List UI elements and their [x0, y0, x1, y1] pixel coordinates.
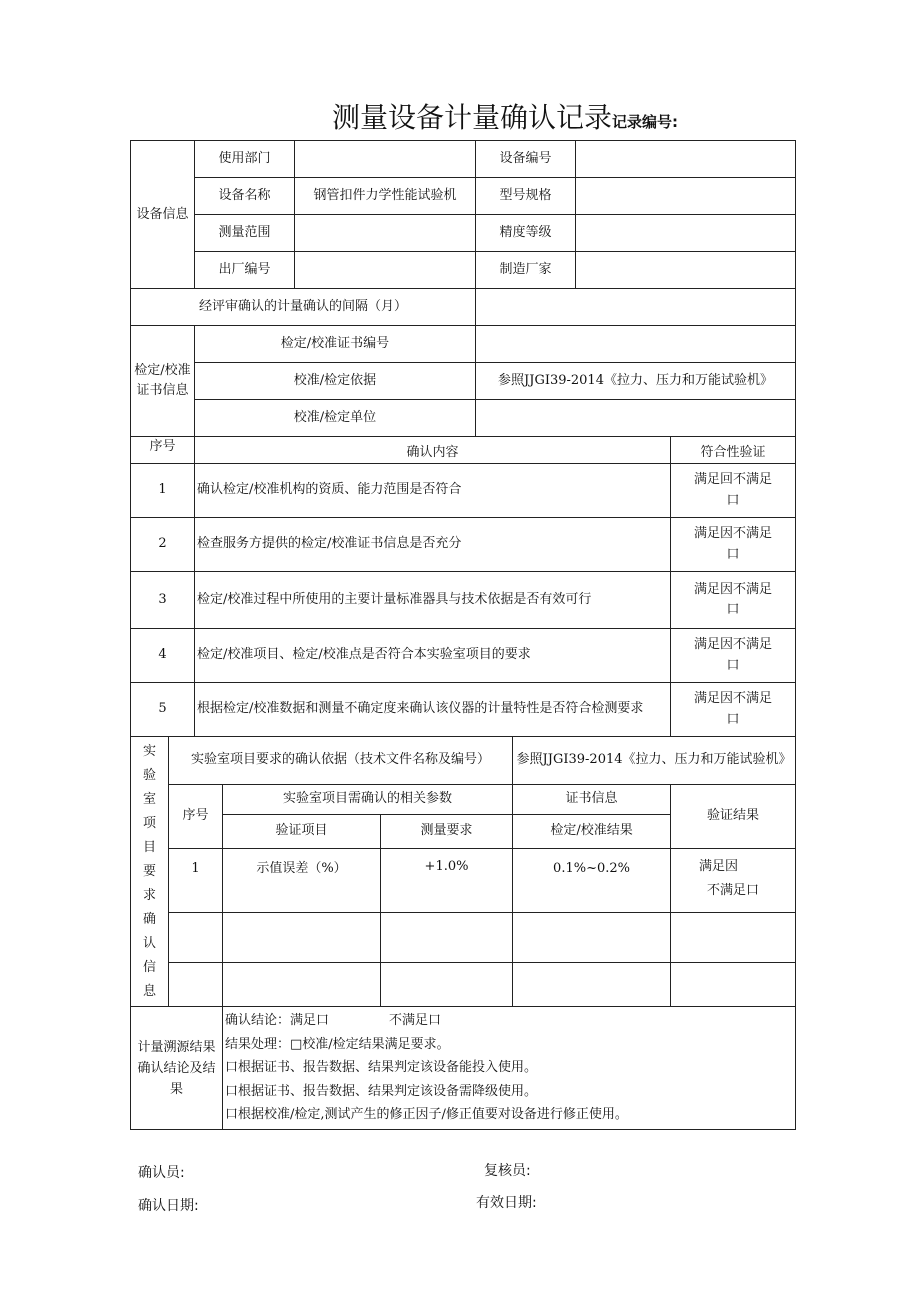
confirm-item-no: 3 [131, 572, 195, 629]
cert-label: 校准/检定单位 [195, 400, 476, 437]
cert-section-label: 检定/校准证书信息 [131, 326, 195, 437]
cert-value: 参照JJGI39-2014《拉力、压力和万能试验机》 [476, 363, 796, 400]
conclusion-content [223, 1007, 796, 1130]
confirm-item-content: 根据检定/校准数据和测量不确定度来确认该仪器的计量特性是否符合检测要求 [195, 683, 671, 737]
device-value[interactable]: 钢管扣件力学性能试验机 [295, 178, 476, 215]
cert-label: 检定/校准证书编号 [195, 326, 476, 363]
confirm-item-check[interactable]: 满足因不满足 口 [671, 518, 796, 572]
confirm-item-content: 检定/校准项目、检定/校准点是否符合本实验室项目的要求 [195, 629, 671, 683]
lab-sub-item: 验证项目 [223, 815, 381, 849]
lab-sub-cert: 检定/校准结果 [513, 815, 671, 849]
lab-row-item: 示值误差（%） [223, 849, 381, 913]
confirm-item-no: 1 [131, 464, 195, 518]
device-label: 出厂编号 [195, 252, 295, 289]
interval-value[interactable] [476, 289, 796, 326]
device-label: 精度等级 [476, 215, 576, 252]
confirm-table [130, 436, 796, 737]
confirm-item [131, 629, 796, 683]
lab-empty-cell[interactable] [671, 963, 796, 1007]
device-label: 设备编号 [476, 141, 576, 178]
confirm-date-label: 确认日期: [138, 1198, 199, 1214]
confirm-item-content: 检查服务方提供的检定/校准证书信息是否充分 [195, 518, 671, 572]
lab-empty-cell[interactable] [169, 963, 223, 1007]
device-section-label: 设备信息 [131, 141, 195, 289]
lab-row-req: +1.0% [381, 849, 513, 913]
interval-label: 经评审确认的计量确认的间隔（月） [131, 289, 476, 326]
lab-empty-cell[interactable] [169, 913, 223, 963]
lab-empty-cell[interactable] [381, 963, 513, 1007]
device-value[interactable] [295, 141, 476, 178]
lab-header-no: 序号 [169, 785, 223, 849]
confirm-item-check[interactable]: 满足回不满足 口 [671, 464, 796, 518]
confirm-item [131, 572, 796, 629]
confirm-header-content: 确认内容 [195, 437, 671, 464]
device-label: 测量范围 [195, 215, 295, 252]
confirm-item [131, 683, 796, 737]
lab-empty-cell[interactable] [223, 963, 381, 1007]
lab-row-cert: 0.1%~0.2% [513, 849, 671, 913]
cert-row [131, 326, 796, 363]
lab-basis-row [131, 737, 796, 785]
confirm-item-check[interactable]: 满足因不满足 口 [671, 683, 796, 737]
confirm-item-no: 4 [131, 629, 195, 683]
lab-empty-cell[interactable] [381, 913, 513, 963]
confirm-item-content: 检定/校准过程中所使用的主要计量标准器具与技术依据是否有效可行 [195, 572, 671, 629]
conclusion-line[interactable]: 口根据校准/检定,测试产生的修正因子/修正值要对设备进行修正使用。 [225, 1107, 628, 1123]
device-value[interactable] [295, 252, 476, 289]
confirm-header [131, 437, 796, 464]
confirm-header-no: 序号 [131, 437, 195, 464]
lab-row-no: 1 [169, 849, 223, 913]
device-value[interactable] [576, 215, 796, 252]
device-label: 制造厂家 [476, 252, 576, 289]
lab-section-label: 实验室项目要求确认信息 [131, 737, 169, 1007]
device-value[interactable] [295, 215, 476, 252]
device-row [131, 178, 796, 215]
lab-empty-cell[interactable] [513, 963, 671, 1007]
cert-row [131, 400, 796, 437]
cert-label: 校准/检定依据 [195, 363, 476, 400]
device-row [131, 215, 796, 252]
lab-empty-cell[interactable] [223, 913, 381, 963]
conclusion-line[interactable]: 确认结论：满足口 不满足口 [225, 1013, 442, 1029]
interval-row [131, 289, 796, 326]
lab-sub-req: 测量要求 [381, 815, 513, 849]
confirm-item [131, 518, 796, 572]
lab-empty-row [131, 963, 796, 1007]
device-value[interactable] [576, 141, 796, 178]
record-number-label: 记录编号: [612, 113, 679, 131]
confirm-item-check[interactable]: 满足因不满足 口 [671, 629, 796, 683]
confirm-item-no: 5 [131, 683, 195, 737]
lab-header-result: 验证结果 [671, 785, 796, 849]
lab-empty-row [131, 913, 796, 963]
device-label: 设备名称 [195, 178, 295, 215]
lab-basis-value: 参照JJGI39-2014《拉力、压力和万能试验机》 [513, 737, 796, 785]
device-row [131, 252, 796, 289]
cert-row [131, 363, 796, 400]
document-title [332, 96, 678, 136]
cert-value[interactable] [476, 400, 796, 437]
lab-empty-cell[interactable] [671, 913, 796, 963]
lab-table [130, 736, 796, 1007]
confirm-item [131, 464, 796, 518]
device-row [131, 141, 796, 178]
lab-basis-label: 实验室项目要求的确认依据（技术文件名称及编号） [169, 737, 513, 785]
device-value[interactable] [576, 178, 796, 215]
title-text: 测量设备计量确认记录 [332, 101, 613, 134]
conclusion-line[interactable]: 结果处理：□校准/检定结果满足要求。 [225, 1036, 450, 1052]
confirm-item-content: 确认检定/校准机构的资质、能力范围是否符合 [195, 464, 671, 518]
reviewer-label: 复核员: [484, 1163, 531, 1179]
lab-header-row [131, 785, 796, 815]
conclusion-row [131, 1007, 796, 1130]
lab-data-row [131, 849, 796, 913]
lab-header-params: 实验室项目需确认的相关参数 [223, 785, 513, 815]
confirmer-label: 确认员: [138, 1165, 185, 1181]
lab-row-result[interactable]: 满足因 不满足口 [671, 849, 796, 913]
conclusion-line[interactable]: 口根据证书、报告数据、结果判定该设备能投入使用。 [225, 1060, 538, 1076]
conclusion-section-label: 计量溯源结果确认结论及结果 [131, 1007, 223, 1130]
device-label: 型号规格 [476, 178, 576, 215]
device-value[interactable] [576, 252, 796, 289]
lab-empty-cell[interactable] [513, 913, 671, 963]
main-table [130, 140, 796, 437]
confirm-header-verify: 符合性验证 [671, 437, 796, 464]
confirm-item-no: 2 [131, 518, 195, 572]
confirm-item-check[interactable]: 满足因不满足 口 [671, 572, 796, 629]
device-label: 使用部门 [195, 141, 295, 178]
conclusion-line[interactable]: 口根据证书、报告数据、结果判定该设备需降级使用。 [225, 1083, 538, 1099]
conclusion-table [130, 1006, 796, 1130]
valid-date-label: 有效日期: [476, 1195, 537, 1211]
cert-value[interactable] [476, 326, 796, 363]
lab-header-cert: 证书信息 [513, 785, 671, 815]
